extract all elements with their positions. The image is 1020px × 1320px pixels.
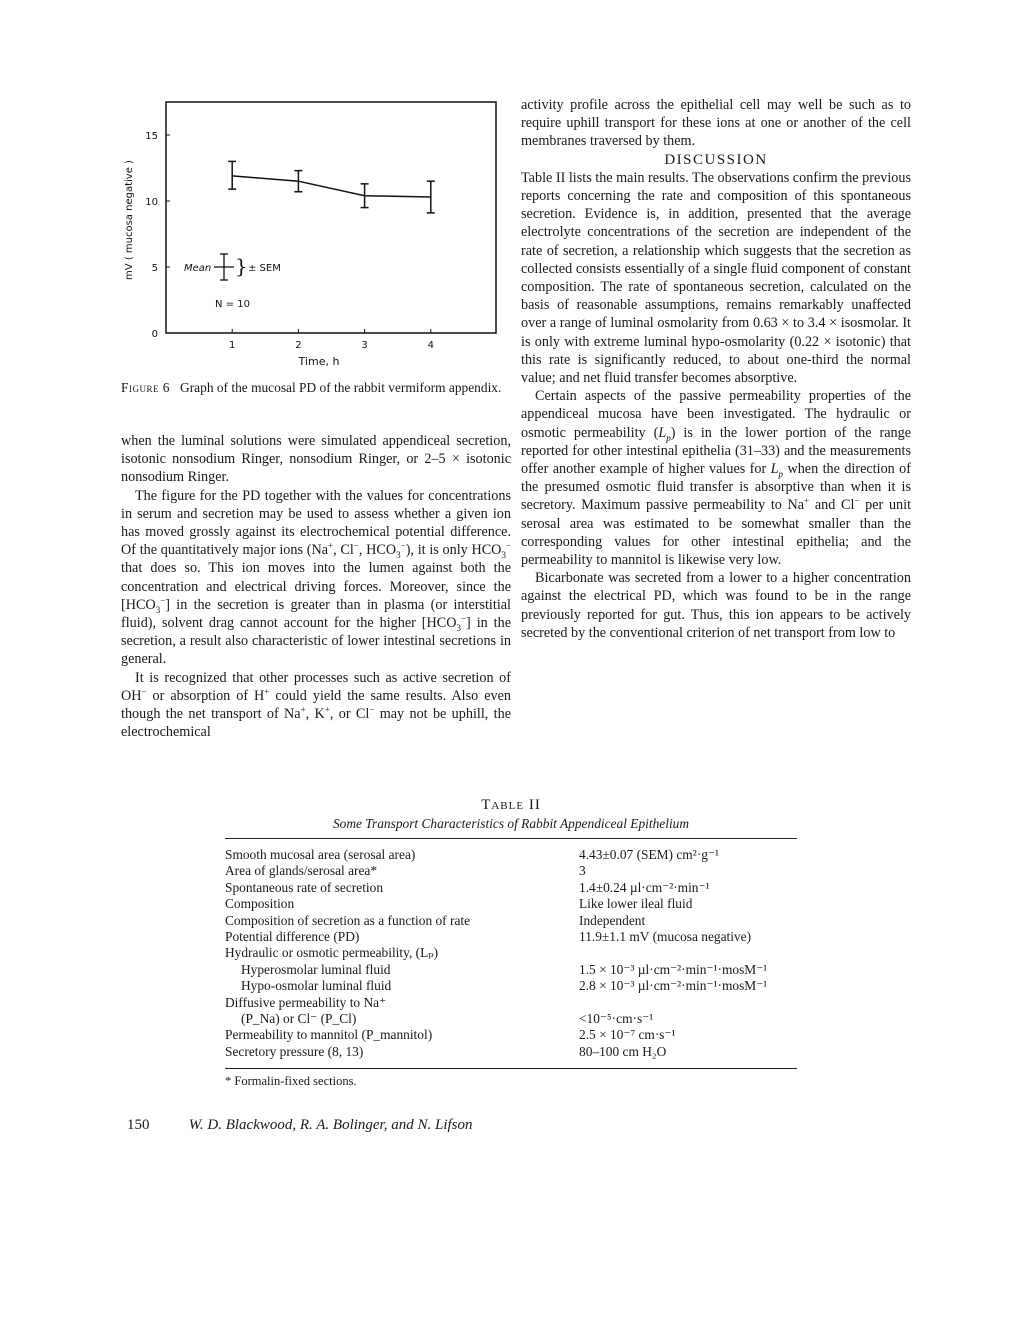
table-row (225, 896, 797, 912)
paragraph: Table II lists the main results. The observations confirm the previous reports concerning the rate and composition of this spontaneous secretion. Evidence is, in addition, presented that the average electrolyte concentrations of the secretion are independent of the rate of secretion, a relationship which suggests that the secretion as collected consists essentially of a single fluid component of constant composition. The rate of spontaneous secretion, calculated on the basis of reasonable assumptions, remains remarkably unaffected over a range of luminal osmolarity from 0.63 × to 3.4 × isosmolar. It is only with extreme luminal hypo-osmolarity (0.22 × isotonic) that this rate is significantly reduced, to about one-third the normal value; and net fluid transfer becomes absorptive. (521, 169, 911, 387)
figure-label: Figure 6 (121, 380, 170, 395)
table-cell-label: Diffusive permeability to Na⁺ (225, 994, 387, 1010)
figure-caption (121, 380, 511, 396)
table-cell-value: 4.43±0.07 (SEM) cm²·g⁻¹ (579, 847, 719, 862)
table-top-rule (225, 838, 797, 839)
table-bottom-rule (225, 1068, 797, 1069)
section-heading: DISCUSSION (664, 151, 768, 168)
paragraph: Certain aspects of the passive permeability properties of the appendiceal mucosa have been investigated. The hydraulic or osmotic permeability $(L_p)$ is in the lower portion of the range reported for other intestinal epithelia (31–33) and the measurements offer another example of higher values for $L_p$ when the direction of the presumed osmotic fluid transfer is absorptive than when it is secretory. Maximum passive permeability to Na+ and Cl− per unit serosal area was estimated to be somewhat smaller than the corresponding values for other intestinal epithelia; and the permeability to mannitol is likewise very low. (521, 388, 912, 569)
table-row (225, 847, 797, 863)
table-cell-value (579, 945, 797, 961)
figure-caption-text: Graph of the mucosal PD of the rabbit vermiform appendix. (180, 380, 502, 395)
table-row (225, 1044, 797, 1060)
page-number: 150 (127, 1117, 150, 1133)
paragraph: Bicarbonate was secreted from a lower to a higher concentration against the electrical PD, which was found to be in the range previously reported for gut. Thus, this ion appears to be actively secreted by the conventional criterion of net transport from low to (521, 570, 911, 641)
table-title: Table II (481, 797, 541, 813)
table-cell-label: Smooth mucosal area (serosal area) (225, 847, 416, 862)
svg-text:N = 10: N = 10 (215, 299, 250, 310)
x-axis-label: Time, h (298, 355, 340, 368)
running-authors: W. D. Blackwood, R. A. Bolinger, and N. Lifson (188, 1117, 473, 1133)
y-axis-label: mV ( mucosa negative ) (124, 160, 135, 280)
table-cell-value: 1.4±0.24 µl·cm⁻²·min⁻¹ (579, 879, 710, 895)
y-tick-label: 0 (151, 329, 158, 340)
table-cell-label: (P_Na) or Cl⁻ (P_Cl) (241, 1011, 357, 1027)
figure-6-chart (110, 80, 510, 380)
table-cell-label: Composition (225, 896, 295, 912)
y-tick-label: 10 (145, 197, 158, 208)
paragraph: when the luminal solutions were simulated appendiceal secretion, isotonic nonsodium Ringer, nonsodium Ringer, or 2–5 × isotonic nonsodium Ringer. (121, 433, 511, 486)
table-cell-label: Spontaneous rate of secretion (225, 879, 384, 895)
table-row (225, 1011, 797, 1027)
table-cell-label: Potential difference (PD) (225, 929, 360, 945)
table-cell-label: Hyperosmolar luminal fluid (241, 961, 391, 977)
svg-text:}: } (235, 254, 248, 278)
table-cell-value: 2.8 × 10⁻³ µl·cm⁻²·min⁻¹·mosM⁻¹ (579, 978, 768, 994)
table-cell-value: <10⁻⁵·cm·s⁻¹ (579, 1011, 654, 1027)
paragraph: The figure for the PD together with the values for concentrations in serum and secretion may be used to assess whether a given ion has moved grossly against its electrochemical potential difference. Of the quantitatively major ions (Na+, Cl−, $HCO_3^-$), it is only $HCO_3^-$ that does so. This ion moves into the lumen against both the concentration and electrical driving forces. Moreover, since the $[HCO_3^-]$ in the secretion is greater than in plasma (or interstitial fluid), solvent drag cannot account for the higher $[HCO_3^-]$ in the secretion, a result also characteristic of lower intestinal secretions in general. (121, 487, 512, 668)
table-cell-value: 3 (579, 863, 586, 879)
table-subtitle: Some Transport Characteristics of Rabbit Appendiceal Epithelium (332, 816, 690, 831)
table-row (225, 913, 797, 929)
table-cell-label: Area of glands/serosal area* (225, 863, 378, 879)
table-cell-value (579, 995, 797, 1011)
table-row (225, 995, 797, 1011)
x-tick-label: 1 (229, 340, 236, 351)
table-row (225, 880, 797, 896)
svg-text:± SEM: ± SEM (248, 263, 281, 274)
table-cell-value: Independent (579, 912, 646, 928)
paragraph: activity profile across the epithelial cell may well be such as to require uphill transport for these ions at one or another of the cell membranes traversed by them. (521, 97, 911, 150)
table-row (225, 929, 797, 945)
data-series (228, 161, 435, 212)
x-tick-label: 2 (295, 340, 302, 351)
mean-line (232, 176, 431, 197)
paragraph: It is recognized that other processes such as active secretion of OH− or absorption of H+ could yield the same results. Also even though the net transport of Na+, K+, or Cl− may not be uphill, the electrochemical (121, 669, 512, 741)
table-cell-label: Secretory pressure (8, 13) (225, 1043, 364, 1059)
table-footnote: * Formalin-fixed sections. (225, 1074, 357, 1089)
x-tick-label: 3 (361, 340, 368, 351)
table-cell-value: Like lower ileal fluid (579, 896, 693, 912)
legend-mean-sem (184, 254, 281, 310)
table-cell-value: 11.9±1.1 mV (mucosa negative) (579, 929, 752, 945)
svg-text:Mean: Mean (184, 263, 212, 274)
table-cell-label: Hydraulic or osmotic permeability, (Lₚ) (225, 945, 439, 961)
x-tick-label: 4 (427, 340, 434, 351)
table-cell-value: 1.5 × 10⁻³ µl·cm⁻²·min⁻¹·mosM⁻¹ (579, 961, 768, 977)
y-tick-label: 15 (145, 131, 158, 142)
table-cell-label: Permeability to mannitol (P_mannitol) (225, 1027, 433, 1043)
table-row (225, 863, 797, 879)
table-cell-label: Composition of secretion as a function of rate (225, 912, 471, 928)
table-row (225, 945, 797, 961)
y-tick-label: 5 (151, 263, 158, 274)
right-column (521, 96, 911, 642)
table-cell-label: Hypo-osmolar luminal fluid (241, 978, 392, 994)
table-row (225, 978, 797, 994)
table-cell-value: 2.5 × 10⁻⁷ cm·s⁻¹ (579, 1027, 676, 1043)
table-row (225, 1027, 797, 1043)
table-row (225, 962, 797, 978)
table-ii (225, 797, 797, 1089)
left-column (121, 432, 511, 741)
table-body (225, 847, 797, 1060)
page-footer (127, 1117, 473, 1134)
table-cell-value: 80–100 cm H₂O (579, 1043, 667, 1059)
